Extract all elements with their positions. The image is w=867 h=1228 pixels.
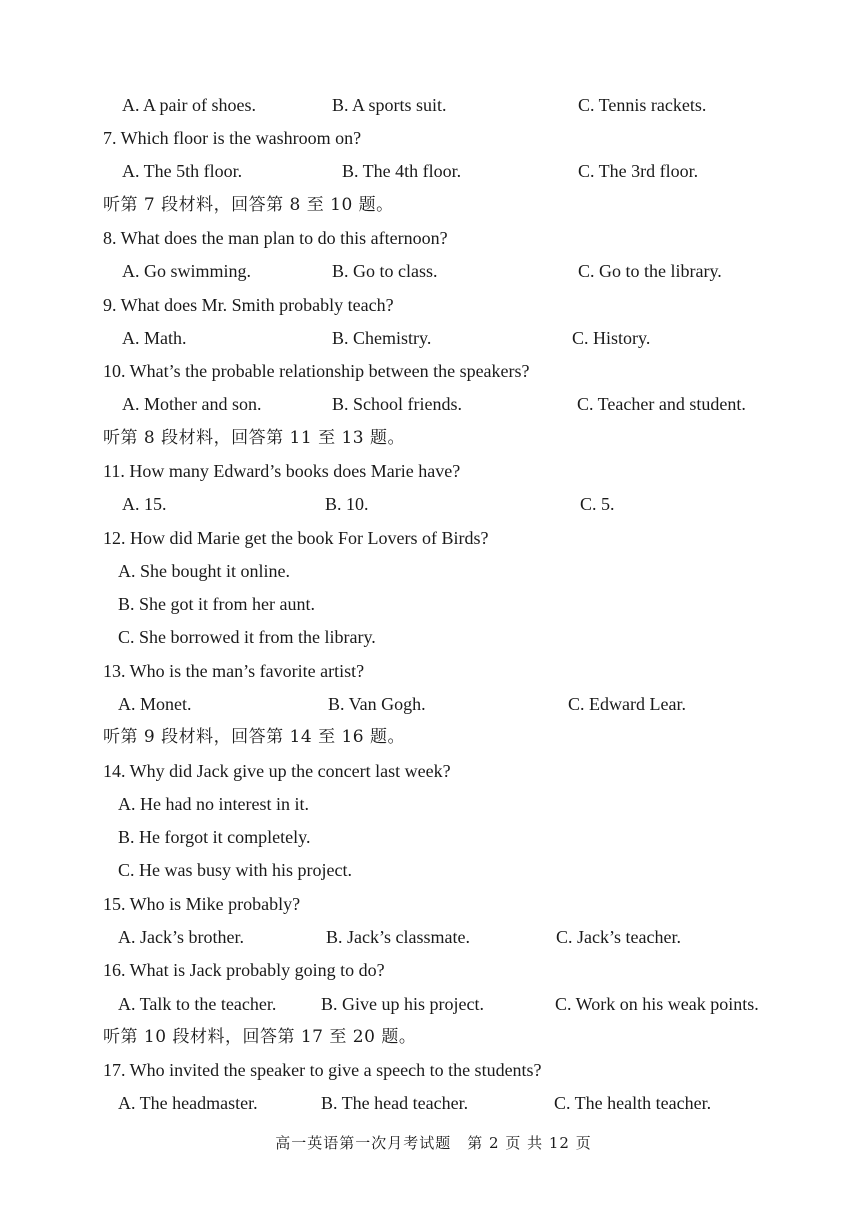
- q15-option-b: B. Jack’s classmate.: [326, 927, 470, 947]
- question-text: 10. What’s the probable relationship between the speakers?: [103, 361, 530, 381]
- q12-stem: [0, 522, 867, 555]
- q6-option-b: B. A sports suit.: [332, 95, 447, 115]
- question-text: 17. Who invited the speaker to give a speech to the students?: [103, 1060, 542, 1080]
- q7-stem: [0, 122, 867, 155]
- question-text: 11. How many Edward’s books does Marie have?: [103, 461, 461, 481]
- q12-option-a: A. She bought it online.: [118, 561, 290, 581]
- section-heading: 听第 10 段材料，回答第 17 至 20 题。: [103, 1027, 417, 1047]
- q16-option-a: A. Talk to the teacher.: [118, 994, 277, 1014]
- q15-option-c: C. Jack’s teacher.: [556, 927, 681, 947]
- q13-option-c: C. Edward Lear.: [568, 694, 686, 714]
- question-text: 9. What does Mr. Smith probably teach?: [103, 295, 394, 315]
- q10-options: [0, 388, 867, 421]
- q14-option-b: B. He forgot it completely.: [118, 827, 311, 847]
- q17-option-b: B. The head teacher.: [321, 1093, 469, 1113]
- section-9-instruction: [0, 721, 867, 754]
- q7-option-b: B. The 4th floor.: [342, 161, 462, 181]
- q9-option-c: C. History.: [572, 328, 651, 348]
- q16-option-c: C. Work on his weak points.: [555, 994, 759, 1014]
- q13-options: [0, 688, 867, 721]
- q9-options: [0, 322, 867, 355]
- q14-option-a: A. He had no interest in it.: [118, 794, 309, 814]
- question-text: 14. Why did Jack give up the concert last week?: [103, 761, 451, 781]
- q8-option-c: C. Go to the library.: [578, 261, 722, 281]
- q8-stem: [0, 222, 867, 255]
- q12-option-b-line: [0, 588, 867, 621]
- q11-stem: [0, 455, 867, 488]
- question-text: 7. Which floor is the washroom on?: [103, 128, 362, 148]
- q11-option-c: C. 5.: [580, 494, 615, 514]
- section-7-instruction: [0, 189, 867, 222]
- q10-option-c: C. Teacher and student.: [577, 394, 746, 414]
- q7-options: [0, 155, 867, 188]
- q10-option-b: B. School friends.: [332, 394, 462, 414]
- q17-option-c: C. The health teacher.: [554, 1093, 712, 1113]
- q16-options: [0, 988, 867, 1021]
- q6-option-c: C. Tennis rackets.: [578, 95, 707, 115]
- q13-stem: [0, 655, 867, 688]
- q10-stem: [0, 355, 867, 388]
- q9-option-b: B. Chemistry.: [332, 328, 432, 348]
- q10-option-a: A. Mother and son.: [122, 394, 262, 414]
- q17-stem: [0, 1054, 867, 1087]
- q9-stem: [0, 289, 867, 322]
- q11-option-a: A. 15.: [122, 494, 167, 514]
- q15-stem: [0, 888, 867, 921]
- q14-option-c: C. He was busy with his project.: [118, 860, 352, 880]
- q12-option-b: B. She got it from her aunt.: [118, 594, 315, 614]
- q6-option-a: A. A pair of shoes.: [122, 95, 256, 115]
- q11-option-b: B. 10.: [325, 494, 369, 514]
- section-8-instruction: [0, 422, 867, 455]
- page-footer: 高一英语第一次月考试题 第 2 页 共 12 页: [275, 1134, 592, 1152]
- q9-option-a: A. Math.: [122, 328, 187, 348]
- question-text: 12. How did Marie get the book For Lovers of Birds?: [103, 528, 489, 548]
- q14-stem: [0, 755, 867, 788]
- q7-option-c: C. The 3rd floor.: [578, 161, 699, 181]
- question-text: 15. Who is Mike probably?: [103, 894, 301, 914]
- section-heading: 听第 8 段材料，回答第 11 至 13 题。: [103, 428, 406, 448]
- q8-option-a: A. Go swimming.: [122, 261, 252, 281]
- section-heading: 听第 9 段材料，回答第 14 至 16 题。: [103, 727, 406, 747]
- q12-option-c-line: [0, 621, 867, 654]
- q7-option-a: A. The 5th floor.: [122, 161, 243, 181]
- q14-option-a-line: [0, 788, 867, 821]
- question-text: 16. What is Jack probably going to do?: [103, 960, 385, 980]
- q14-option-c-line: [0, 854, 867, 887]
- q14-option-b-line: [0, 821, 867, 854]
- q11-options: [0, 488, 867, 521]
- q15-option-a: A. Jack’s brother.: [118, 927, 244, 947]
- q8-options: [0, 255, 867, 288]
- q12-option-a-line: [0, 555, 867, 588]
- q8-option-b: B. Go to class.: [332, 261, 438, 281]
- q16-stem: [0, 954, 867, 987]
- q15-options: [0, 921, 867, 954]
- question-text: 13. Who is the man’s favorite artist?: [103, 661, 365, 681]
- q6-options: [0, 89, 867, 122]
- q13-option-b: B. Van Gogh.: [328, 694, 426, 714]
- q13-option-a: A. Monet.: [118, 694, 192, 714]
- q17-options: [0, 1087, 867, 1120]
- section-heading: 听第 7 段材料，回答第 8 至 10 题。: [103, 195, 394, 215]
- q17-option-a: A. The headmaster.: [118, 1093, 258, 1113]
- section-10-instruction: [0, 1021, 867, 1054]
- q16-option-b: B. Give up his project.: [321, 994, 484, 1014]
- question-text: 8. What does the man plan to do this afternoon?: [103, 228, 448, 248]
- q12-option-c: C. She borrowed it from the library.: [118, 627, 376, 647]
